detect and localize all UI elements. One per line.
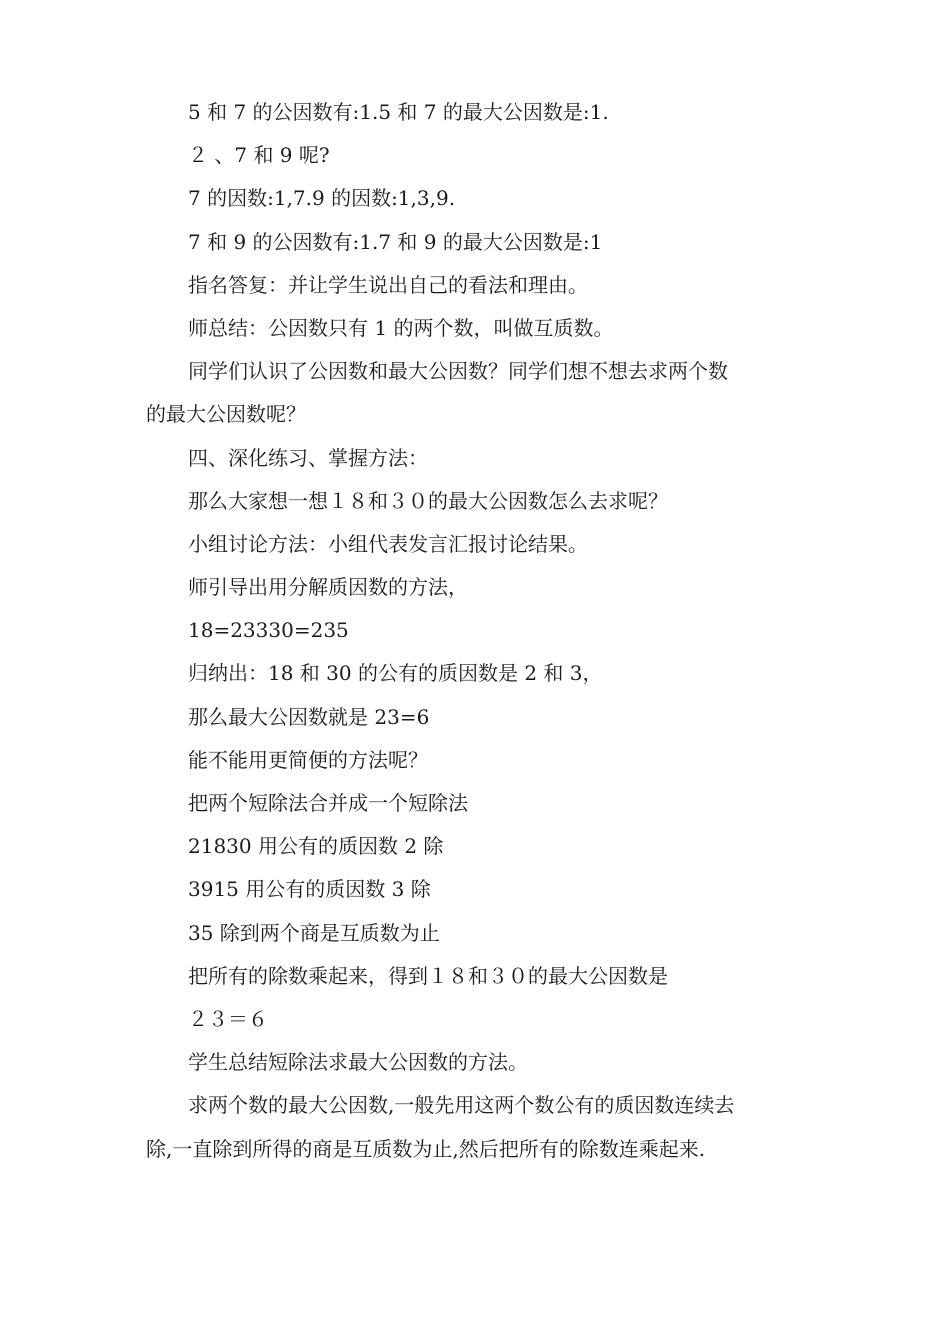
paragraph-line: 7 和 9 的公因数有:1.7 和 9 的最大公因数是:1 bbox=[188, 229, 603, 254]
paragraph-line: 学生总结短除法求最大公因数的方法。 bbox=[188, 1050, 528, 1075]
paragraph-line: 归纳出：18 和 30 的公有的质因数是 2 和 3， bbox=[188, 661, 603, 686]
paragraph-line: 师引导出用分解质因数的方法， bbox=[188, 575, 468, 600]
short-division-step: 3915 用公有的质因数 3 除 bbox=[188, 877, 431, 902]
paragraph-line: ２ 、7 和 9 呢? bbox=[188, 143, 330, 168]
short-division-step: 35 除到两个商是互质数为止 bbox=[188, 920, 440, 945]
equation-line: 18=23330=235 bbox=[188, 618, 349, 643]
paragraph-line: 小组讨论方法：小组代表发言汇报讨论结果。 bbox=[188, 531, 588, 556]
paragraph-line-continued: 除,一直除到所得的商是互质数为止,然后把所有的除数连乘起来. bbox=[146, 1136, 706, 1161]
short-division-step: 21830 用公有的质因数 2 除 bbox=[188, 834, 444, 859]
paragraph-line: 7 的因数:1,7.9 的因数:1,3,9. bbox=[188, 186, 456, 211]
paragraph-line: 那么大家想一想１８和３０的最大公因数怎么去求呢？ bbox=[188, 488, 668, 513]
paragraph-line: 能不能用更简便的方法呢？ bbox=[188, 747, 428, 772]
paragraph-line: 把两个短除法合并成一个短除法 bbox=[188, 791, 468, 815]
paragraph-line: 指名答复：并让学生说出自己的看法和理由。 bbox=[188, 272, 588, 297]
paragraph-line: 把所有的除数乘起来，得到１８和３０的最大公因数是 bbox=[188, 963, 668, 988]
paragraph-line: 求两个数的最大公因数,一般先用这两个数公有的质因数连续去 bbox=[188, 1093, 735, 1118]
paragraph-line: 师总结：公因数只有 1 的两个数，叫做互质数。 bbox=[188, 315, 614, 340]
paragraph-line: 同学们认识了公因数和最大公因数？同学们想不想去求两个数 bbox=[188, 359, 728, 384]
paragraph-line: 5 和 7 的公因数有:1.5 和 7 的最大公因数是:1. bbox=[188, 100, 609, 124]
equation-line: ２３＝６ bbox=[188, 1006, 268, 1031]
paragraph-line-continued: 的最大公因数呢？ bbox=[146, 402, 306, 427]
paragraph-line: 那么最大公因数就是 23=6 bbox=[188, 704, 430, 729]
document-body bbox=[146, 91, 810, 1171]
section-heading: 四、深化练习、掌握方法： bbox=[188, 445, 428, 470]
